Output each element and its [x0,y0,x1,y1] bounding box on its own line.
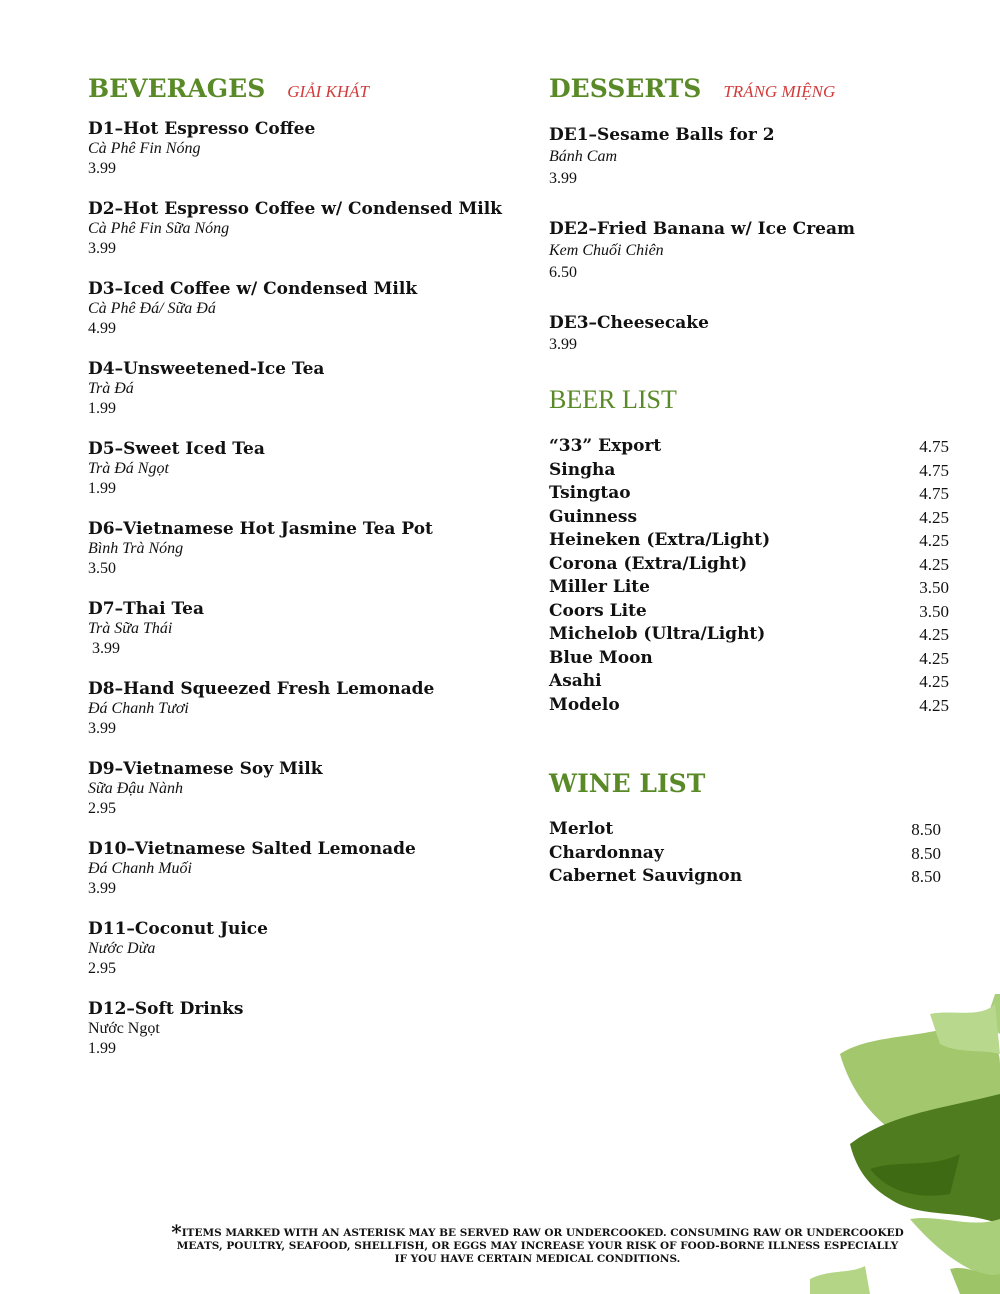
item-name: DE1–Sesame Balls for 2 [549,125,775,145]
item-viet-name: Sữa Đậu Nành [88,780,183,797]
wine-price: 8.50 [911,867,941,886]
disclaimer-asterisk: * [171,1220,182,1244]
beer-name: Coors Lite [549,600,647,621]
list-item [549,553,949,577]
list-item [549,670,949,694]
item-viet-name: Đá Chanh Muối [88,860,192,877]
beer-price: 4.75 [919,437,949,456]
list-item [549,865,941,889]
beverages-title: BEVERAGES [88,74,266,103]
item-viet-name: Đá Chanh Tươi [88,700,189,717]
dessert-item [549,219,949,283]
item-viet-name: Trà Sữa Thái [88,620,173,637]
item-name: DE3–Cheesecake [549,313,709,333]
item-price: 3.99 [88,880,116,897]
wine-price: 8.50 [911,843,941,863]
item-price: 6.50 [549,264,577,281]
beer-name: Corona (Extra/Light) [549,553,748,574]
item-name: D8–Hand Squeezed Fresh Lemonade [88,679,435,699]
beverages-header [88,74,518,103]
item-price: 3.50 [88,560,116,577]
beer-name: Miller Lite [549,577,650,597]
item-price: 1.99 [88,480,116,497]
beer-price: 4.25 [919,695,949,715]
beverages-section [88,74,518,1079]
list-item [549,506,949,530]
item-viet-name: Nước Dừa [88,940,156,957]
beer-price: 4.25 [919,531,949,550]
beer-list-title: BEER LIST [549,385,677,414]
item-viet-name: Trà Đá [88,380,134,397]
item-name: D3–Iced Coffee w/ Condensed Milk [88,279,418,299]
wine-price: 8.50 [911,820,941,839]
list-item [549,600,949,624]
item-viet-name: Cà Phê Fin Sữa Nóng [88,220,230,237]
beer-price: 4.25 [919,507,949,527]
wine-name: Cabernet Sauvignon [549,866,743,886]
item-name: D2–Hot Espresso Coffee w/ Condensed Milk [88,199,502,219]
item-name: D6–Vietnamese Hot Jasmine Tea Pot [88,519,433,539]
item-price: 3.99 [549,170,577,187]
item-name: D12–Soft Drinks [88,999,244,1019]
item-price: 3.99 [88,640,120,657]
list-item [549,694,949,718]
list-item [549,623,949,647]
beer-price: 4.25 [919,554,949,574]
wine-list [549,818,941,889]
beer-price: 4.75 [919,460,949,480]
beer-name: Michelob (Ultra/Light) [549,624,766,644]
beer-name: Asahi [549,671,602,691]
menu-item [88,119,518,179]
item-viet-name: Bình Trà Nóng [88,540,184,557]
menu-item [88,439,518,499]
beer-name: Singha [549,459,616,480]
item-price: 2.95 [88,960,116,977]
beer-name: Heineken (Extra/Light) [549,530,771,550]
beer-price: 3.50 [919,601,949,621]
list-item [549,818,941,842]
item-price: 2.95 [88,800,116,817]
menu-item [88,999,518,1059]
beer-list [549,435,949,717]
beverages-subtitle: GIẢI KHÁT [287,82,369,101]
item-name: D11–Coconut Juice [88,919,268,939]
item-price: 3.99 [88,240,116,257]
beer-name: Tsingtao [549,483,631,503]
menu-item [88,679,518,739]
list-item [549,482,949,506]
desserts-header [549,74,949,103]
menu-item [88,919,518,979]
item-name: D1–Hot Espresso Coffee [88,119,316,139]
list-item [549,459,949,483]
item-viet-name: Bánh Cam [549,148,617,165]
item-price: 3.99 [88,160,116,177]
item-price: 3.99 [549,336,577,353]
dessert-item [549,313,949,355]
menu-item [88,839,518,899]
item-name: D4–Unsweetened-Ice Tea [88,359,325,379]
beer-price: 4.75 [919,484,949,503]
item-price: 4.99 [88,320,116,337]
list-item [549,647,949,671]
item-name: D10–Vietnamese Salted Lemonade [88,839,416,859]
item-name: D7–Thai Tea [88,599,205,619]
beer-price: 4.25 [919,672,949,691]
menu-item [88,199,518,259]
menu-item [88,519,518,579]
item-name: DE2–Fried Banana w/ Ice Cream [549,219,855,239]
menu-item [88,279,518,339]
wine-name: Merlot [549,819,614,839]
item-price: 3.99 [88,720,116,737]
right-column [549,74,949,889]
desserts-title: DESSERTS [549,74,702,103]
menu-item [88,359,518,419]
desserts-subtitle: TRÁNG MIỆNG [723,82,836,101]
item-price: 1.99 [88,1040,116,1057]
beer-name: Modelo [549,694,620,715]
item-viet-name: Cà Phê Fin Nóng [88,140,201,157]
item-viet-name: Trà Đá Ngọt [88,460,169,477]
menu-item [88,759,518,819]
item-name: D5–Sweet Iced Tea [88,439,265,459]
beer-name: “33” Export [549,436,662,456]
item-price: 1.99 [88,400,116,417]
menu-item [88,599,518,659]
beer-price: 4.25 [919,625,949,644]
item-viet-name: Kem Chuối Chiên [549,242,664,259]
item-viet-name: Cà Phê Đá/ Sữa Đá [88,300,216,317]
beer-name: Guinness [549,506,638,527]
wine-name: Chardonnay [549,842,664,863]
beer-price: 4.25 [919,648,949,668]
list-item [549,576,949,600]
beer-name: Blue Moon [549,647,653,668]
beer-price: 3.50 [919,578,949,597]
list-item [549,529,949,553]
list-item [549,435,949,459]
list-item [549,842,941,866]
disclaimer-text: ITEMS MARKED WITH AN ASTERISK MAY BE SERVED RAW OR UNDERCOOKED. CONSUMING RAW OR UNDERCOOKED MEATS, POULTRY, SEAFOOD, SHELLFISH, OR EGGS MAY INCREASE YOUR RISK OF FOOD-BORNE ILLNESS ESPECIALLY IF YOU HAVE CERTAIN MEDICAL CONDITIONS. [176,1227,904,1265]
dessert-item [549,125,949,189]
item-viet-name: Nước Ngọt [88,1020,160,1037]
item-name: D9–Vietnamese Soy Milk [88,759,323,779]
raw-food-disclaimer [170,1220,905,1266]
wine-list-title: WINE LIST [549,769,706,798]
